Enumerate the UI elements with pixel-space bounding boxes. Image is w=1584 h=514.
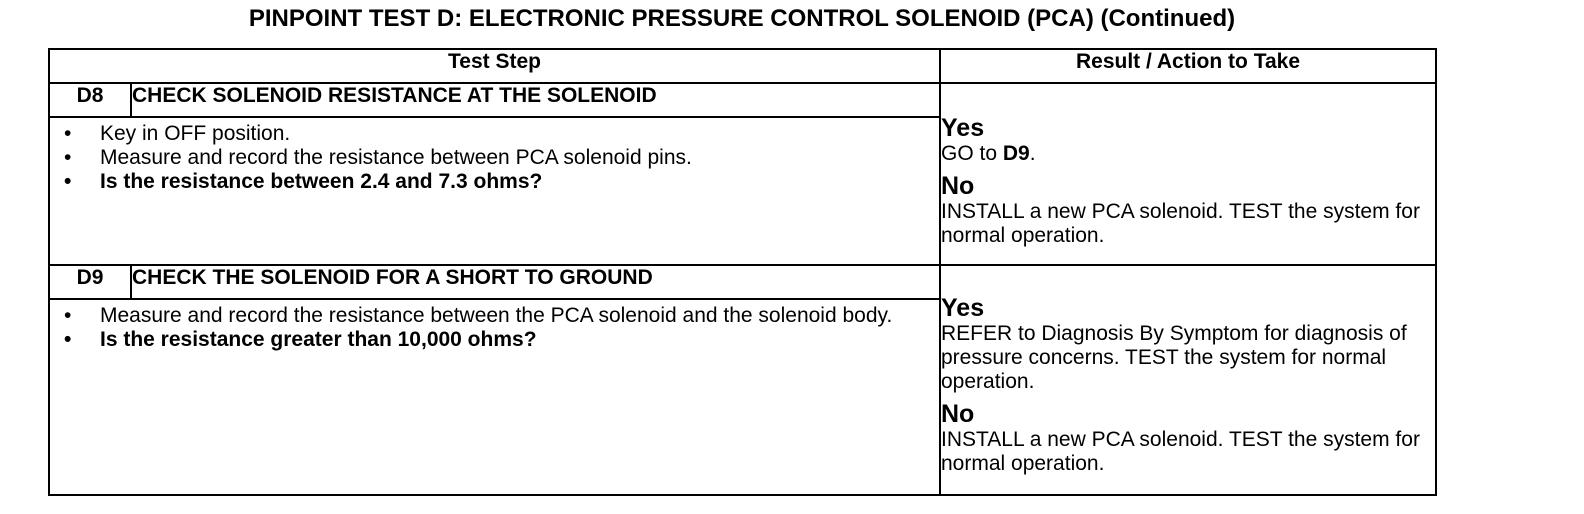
step-id: D8: [49, 83, 131, 117]
yes-action: REFER to Diagnosis By Symptom for diagnosis of pressure concerns. TEST the system for normal operation.: [941, 322, 1407, 393]
list-item: • Key in OFF position.: [64, 122, 291, 145]
step-body: [49, 299, 940, 495]
list-item: • Measure and record the resistance between the PCA solenoid and the solenoid body.: [64, 304, 893, 327]
step-result: [940, 83, 1436, 265]
no-label: No: [941, 400, 975, 428]
step-bullet-list: [50, 300, 939, 352]
no-label: No: [941, 172, 975, 200]
no-action: INSTALL a new PCA solenoid. TEST the system for normal operation.: [941, 200, 1420, 247]
step-row-d8-title: [49, 83, 1436, 117]
yes-action: GO to D9.: [941, 142, 1036, 165]
step-result: [940, 265, 1436, 495]
header-test-step: Test Step: [49, 49, 940, 83]
step-row-d9-title: [49, 265, 1436, 299]
step-question: • Is the resistance between 2.4 and 7.3 ohms?: [64, 170, 543, 193]
step-id: D9: [49, 265, 131, 299]
pinpoint-test-table: [48, 48, 1437, 496]
no-action: INSTALL a new PCA solenoid. TEST the system for normal operation.: [941, 428, 1420, 475]
step-bullet-list: [50, 118, 939, 194]
table-header-row: [49, 49, 1436, 83]
step-title: CHECK THE SOLENOID FOR A SHORT TO GROUND: [131, 265, 940, 299]
step-question: • Is the resistance greater than 10,000 ohms?: [64, 328, 537, 351]
list-item: • Measure and record the resistance between PCA solenoid pins.: [64, 146, 692, 169]
step-title: CHECK SOLENOID RESISTANCE AT THE SOLENOID: [131, 83, 940, 117]
yes-label: Yes: [941, 294, 985, 322]
page-title: PINPOINT TEST D: ELECTRONIC PRESSURE CONTROL SOLENOID (PCA) (Continued): [248, 5, 1236, 32]
yes-label: Yes: [941, 114, 985, 142]
header-result: Result / Action to Take: [940, 49, 1436, 83]
step-body: [49, 117, 940, 265]
